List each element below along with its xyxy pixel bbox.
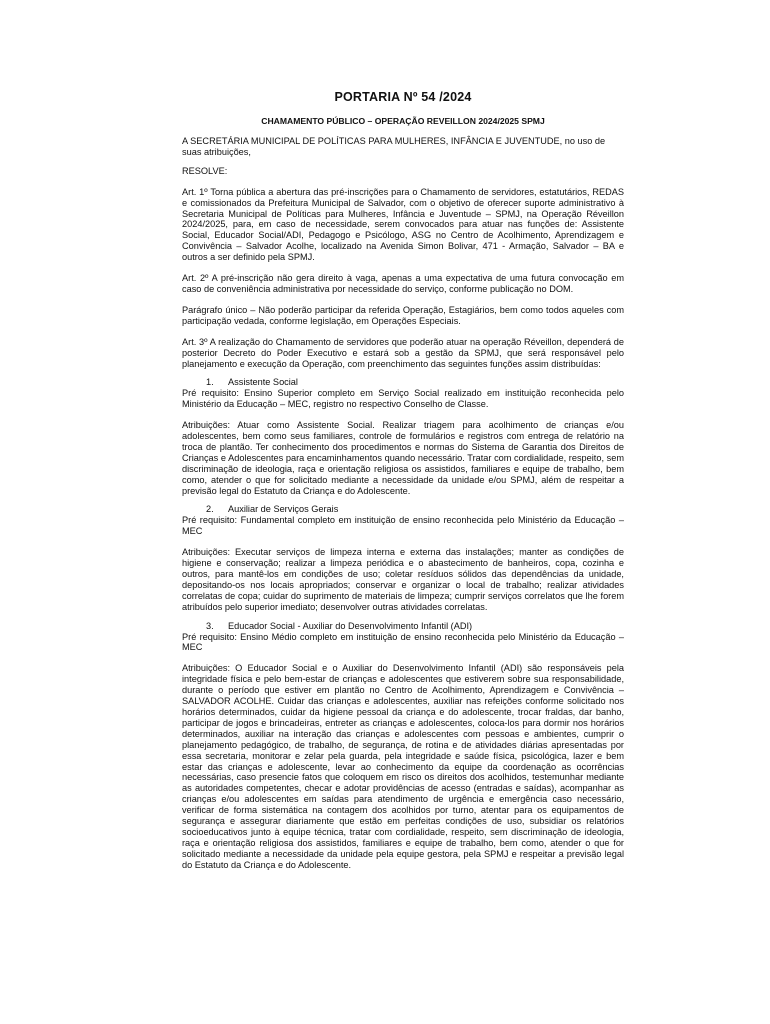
function-item-auxiliar-servicos-gerais: [182, 504, 624, 612]
function-requisito: Pré requisito: Ensino Superior completo em Serviço Social realizado em instituição reconhecida pelo Ministério da Educação – MEC, registro no respectivo Conselho de Classe.: [182, 388, 624, 410]
paragrafo-unico: Parágrafo único – Não poderão participar da referida Operação, Estagiários, bem como todos aqueles com participação vedada, conforme legislação, em Operações Especiais.: [182, 304, 624, 326]
function-heading: [182, 504, 624, 515]
function-number: 2.: [206, 504, 214, 515]
function-heading: [182, 621, 624, 632]
function-heading: [182, 377, 624, 388]
function-requisito: Pré requisito: Ensino Médio completo em instituição de ensino reconhecida pelo Ministério da Educação – MEC: [182, 631, 624, 653]
function-requisito: Pré requisito: Fundamental completo em instituição de ensino reconhecida pelo Ministério da Educação – MEC: [182, 515, 624, 537]
article-1: Art. 1º Torna pública a abertura das pré-inscrições para o Chamamento de servidores, estatutários, REDAS e comissionados da Prefeitura Municipal de Salvador, com o objetivo de oferecer suporte administrativo à Secretaria Municipal de Políticas para Mulheres, Infância e Juventude – SPMJ, na Operação Réveillon 2024/2025, para, em caso de necessidade, serem convocados para atuar nas funções de: Assistente Social, Educador Social/ADI, Pedagogo e Psicólogo, ASG no Centro de Acolhimento, Aprendizagem e Convivência – Salvador Acolhe, localizado na Avenida Simon Bolivar, 471 - Armação, Salvador – BA e outros a ser definido pela SPMJ.: [182, 186, 624, 263]
function-atribuicoes: Atribuições: Atuar como Assistente Social. Realizar triagem para acolhimento de crianças e/ou adolescentes, bem como seus familiares, controle de formulários e registros com entrega de relatório na troca de plantão. Ter conhecimento dos procedimentos e normas do Sistema de Garantia dos Direitos de Crianças e Adolescentes para encaminhamentos quando necessário. Tratar com cordialidade, respeito, sem discriminação de ideologia, raça e orientação religiosa os assistidos, familiares e equipe de trabalho, bem como, atender o que for solicitado mediante a necessidade da unidade e/ou SPMJ, além de respeitar a previsão legal do Estatuto da Criança e do Adolescente.: [182, 420, 624, 496]
function-atribuicoes: Atribuições: O Educador Social e o Auxiliar do Desenvolvimento Infantil (ADI) são responsáveis pela integridade física e pelo bem-estar de crianças e adolescentes que estiverem sobre sua responsabilidade, durante o período que estiver em plantão no Centro de Acolhimento, Aprendizagem e Convivência – SALVADOR ACOLHE. Cuidar das crianças e adolescentes, auxiliar nas refeições conforme solicitado nos horários determinados, cuidar da higiene pessoal da criança e do adolescente, trocar fraldas, dar banho, participar de jogos e brincadeiras, entreter as crianças e adolescentes, coloca-los para dormir nos horários determinados, auxiliar na interação das crianças e adolescentes com pessoas e ambientes, cumprir o planejamento pedagógico, de trabalho, de segurança, de rotina e de atividades diárias apresentadas por essa secretaria, monitorar e zelar pela guarda, pela integridade e saúde física, psicológica, lazer e bem estar das crianças e adolescente, levar ao conhecimento da equipe da coordenação as ocorrências necessárias, caso presencie fatos que coloquem em risco os direitos dos acolhidos, testemunhar mediante as autoridades competentes, checar e adotar providências de acesso (entradas e saídas), acompanhar as crianças e/ou adolescentes em saídas para atendimento de urgência e emergência caso necessário, verificar de forma sistemática na contagem dos acolhidos por turno, atentar para os equipamentos de segurança e assegurar diariamente que estão em perfeitas condições de uso, subsidiar os relatórios socioeducativos junto à equipe técnica, tratar com cordialidade, respeito, sem discriminação de ideologia, raça e orientação religiosa dos assistidos, familiares e equipe de trabalho, bem como, atender o que for solicitado mediante a necessidade da unidade pela equipe gestora, pela SPMJ e respeitar a previsão legal do Estatuto da Criança e do Adolescente.: [182, 663, 624, 870]
document-title: PORTARIA Nº 54 /2024: [334, 90, 472, 104]
document-subtitle: CHAMAMENTO PÚBLICO – OPERAÇÃO REVEILLON 2024/2025 SPMJ: [261, 116, 545, 126]
function-item-assistente-social: [182, 377, 624, 496]
intro-paragraph: A SECRETÁRIA MUNICIPAL DE POLÍTICAS PARA MULHERES, INFÂNCIA E JUVENTUDE, no uso de suas atribuições,: [182, 136, 606, 157]
document-body: [182, 90, 624, 871]
function-number: 1.: [206, 377, 214, 388]
article-3: Art. 3º A realização do Chamamento de servidores que poderão atuar na operação Réveillon, dependerá de posterior Decreto do Poder Executivo e estará sob a gestão da SPMJ, que será responsável pelo planejamento e execução da Operação, com preenchimento das seguintes funções assim distribuídas:: [182, 336, 624, 369]
article-2: Art. 2º A pré-inscrição não gera direito à vaga, apenas a uma expectativa de uma futura convocação em caso de conveniência administrativa por necessidade do serviço, conforme publicação no DOM.: [182, 273, 624, 294]
function-item-educador-social: [182, 621, 624, 871]
function-name: Auxiliar de Serviços Gerais: [228, 504, 339, 515]
function-number: 3.: [206, 620, 214, 631]
function-name: Assistente Social: [228, 377, 298, 388]
resolve-label: RESOLVE:: [182, 165, 228, 176]
function-atribuicoes: Atribuições: Executar serviços de limpeza interna e externa das instalações; manter as condições de higiene e conservação; realizar a limpeza periódica e o abastecimento de banheiros, copa, cozinha e outros, para mantê-los em condições de uso; coletar resíduos sólidos das dependências da unidade, depositando-os nos locais apropriados; conservar e organizar o local de trabalho; realizar atividades correlatas de copa; cuidar do suprimento de materiais de limpeza; cumprir serviços correlatos que lhe forem atribuídos pelo superior imediato; desenvolver outras atividades correlatas.: [182, 547, 624, 612]
function-name: Educador Social - Auxiliar do Desenvolvimento Infantil (ADI): [228, 620, 473, 631]
